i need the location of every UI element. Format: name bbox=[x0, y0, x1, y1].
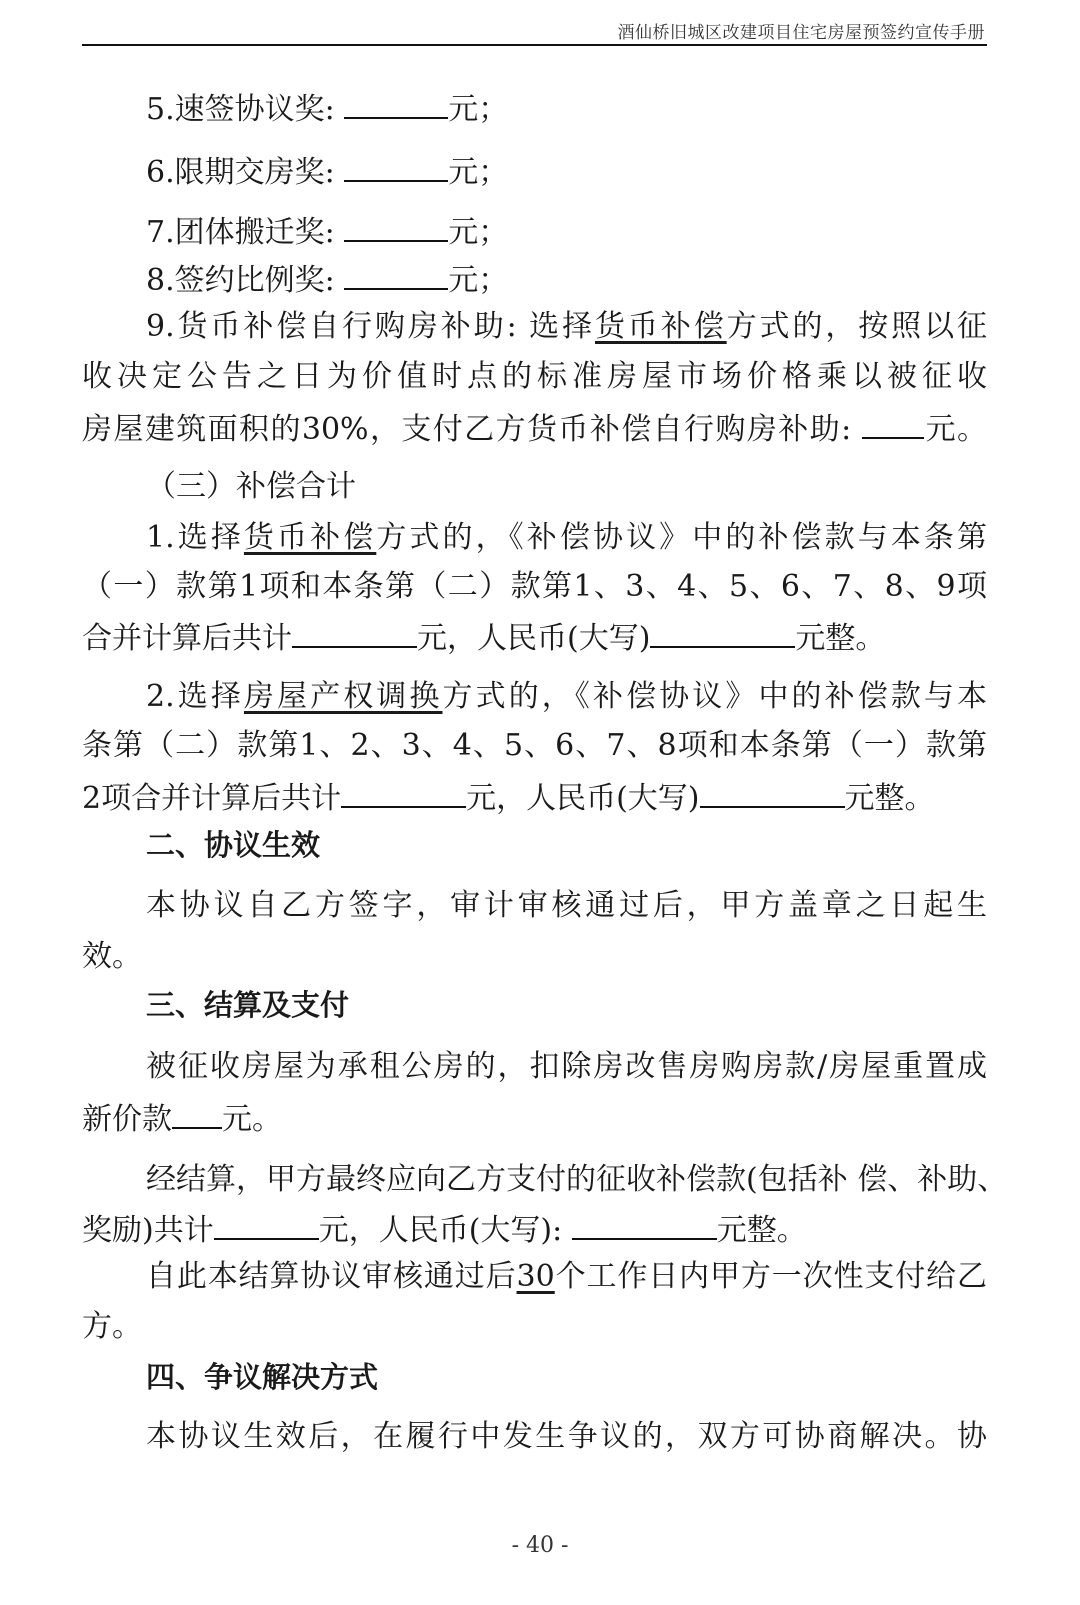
item-9-line1: 9.货币补偿自行购房补助: 选择货币补偿方式的，按照以征 bbox=[146, 309, 988, 344]
item-6: 6.限期交房奖: 元； bbox=[146, 150, 987, 193]
blank-field[interactable] bbox=[292, 616, 417, 648]
s2-line1: 本协议自乙方签字，审计审核通过后，甲方盖章之日起生 bbox=[146, 888, 987, 923]
heading-settlement: 三、结算及支付 bbox=[146, 988, 350, 1022]
section-title-total: （三）补偿合计 bbox=[146, 469, 356, 504]
total-p2-line1: 2.选择房屋产权调换方式的，《补偿协议》中的补偿款与本 bbox=[146, 679, 988, 714]
item-9-line3: 房屋建筑面积的30%，支付乙方货币补偿自行购房补助: 元。 bbox=[82, 407, 987, 450]
s3-p3-line2: 方。 bbox=[82, 1309, 142, 1344]
item-8: 8.签约比例奖: 元； bbox=[146, 258, 987, 301]
payment-days: 30 bbox=[516, 1259, 555, 1294]
blank-field[interactable] bbox=[344, 87, 448, 119]
blank-field[interactable] bbox=[700, 776, 845, 808]
total-p1-line2: （一）款第1项和本条第（二）款第1、3、4、5、6、7、8、9项 bbox=[82, 569, 987, 604]
blank-field[interactable] bbox=[862, 407, 924, 439]
blank-field[interactable] bbox=[341, 776, 466, 808]
s3-p3-line1: 自此本结算协议审核通过后30个工作日内甲方一次性支付给乙 bbox=[146, 1259, 988, 1294]
blank-field[interactable] bbox=[214, 1208, 319, 1240]
s3-p1-line1: 被征收房屋为承租公房的，扣除房改售房购房款/房屋重置成 bbox=[146, 1049, 987, 1084]
item-9-line2: 收决定公告之日为价值时点的标准房屋市场价格乘以被征收 bbox=[82, 359, 987, 394]
s3-p2-line2: 奖励)共计 元，人民币(大写): 元整。 bbox=[82, 1208, 987, 1251]
total-p2-line2: 条第（二）款第1、2、3、4、5、6、7、8项和本条第（一）款第 bbox=[82, 728, 987, 763]
running-header: 酒仙桥旧城区改建项目住宅房屋预签约宣传手册 bbox=[617, 23, 985, 43]
blank-field[interactable] bbox=[172, 1097, 222, 1129]
blank-field[interactable] bbox=[344, 210, 448, 242]
item-5: 5.速签协议奖: 元； bbox=[146, 87, 987, 130]
total-p2-line3: 2项合并计算后共计 元，人民币(大写) 元整。 bbox=[82, 776, 987, 819]
blank-field[interactable] bbox=[344, 150, 448, 182]
blank-field[interactable] bbox=[572, 1208, 717, 1240]
heading-effect: 二、协议生效 bbox=[146, 828, 321, 862]
s2-line2: 效。 bbox=[82, 939, 142, 974]
s4-line1: 本协议生效后，在履行中发生争议的，双方可协商解决。协 bbox=[146, 1419, 987, 1454]
header-rule bbox=[82, 44, 987, 46]
item-7: 7.团体搬迁奖: 元； bbox=[146, 210, 987, 253]
blank-field[interactable] bbox=[344, 258, 448, 290]
s3-p1-line2: 新价款 元。 bbox=[82, 1097, 987, 1140]
s3-p2-line1: 经结算，甲方最终应向乙方支付的征收补偿款(包括补 偿、补助、 bbox=[146, 1162, 1008, 1197]
page-number: - 40 - bbox=[511, 1533, 569, 1558]
blank-field[interactable] bbox=[650, 616, 795, 648]
total-p1-line1: 1.选择货币补偿方式的，《补偿协议》中的补偿款与本条第 bbox=[146, 520, 988, 555]
heading-dispute: 四、争议解决方式 bbox=[146, 1360, 379, 1394]
total-p1-line3: 合并计算后共计 元，人民币(大写) 元整。 bbox=[82, 616, 987, 659]
